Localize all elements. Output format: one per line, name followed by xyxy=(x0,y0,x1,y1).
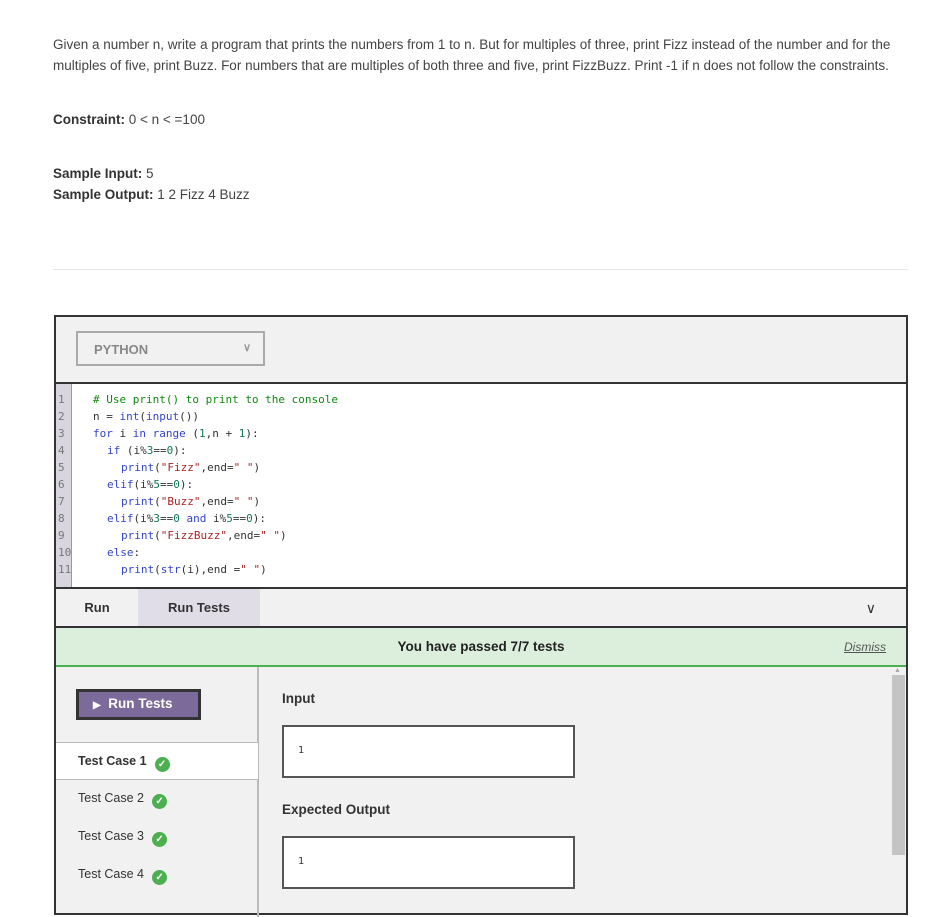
line-number: 3 xyxy=(58,427,65,440)
dismiss-link[interactable]: Dismiss xyxy=(844,640,886,654)
code-line: # Use print() to print to the console xyxy=(93,393,339,406)
expected-output-label: Expected Output xyxy=(282,802,391,817)
sample-input-value: 5 xyxy=(146,166,154,181)
banner-message: You have passed 7/7 tests xyxy=(397,639,565,654)
sample-output-value: 1 2 Fizz 4 Buzz xyxy=(157,187,250,202)
line-number: 9 xyxy=(58,529,65,542)
language-select[interactable] xyxy=(76,331,265,366)
line-number: 4 xyxy=(58,444,65,457)
test-case-2[interactable] xyxy=(56,780,258,818)
code-line: else: xyxy=(107,546,141,559)
divider xyxy=(53,269,908,270)
code-line: if (i%3==0): xyxy=(107,444,187,457)
line-number: 10 xyxy=(58,546,72,559)
line-number: 6 xyxy=(58,478,65,491)
code-line: n = int(input()) xyxy=(93,410,199,423)
test-result-banner xyxy=(56,628,906,667)
input-label: Input xyxy=(282,691,315,706)
code-editor-panel xyxy=(54,315,908,915)
sample-input-label: Sample Input: xyxy=(53,166,143,181)
line-number: 7 xyxy=(58,495,65,508)
line-number: 8 xyxy=(58,512,65,525)
test-case-1[interactable] xyxy=(56,742,258,780)
test-case-label: Test Case 1 xyxy=(78,754,147,768)
code-line: print("Buzz",end=" ") xyxy=(121,495,261,508)
tab-run[interactable]: Run xyxy=(84,600,110,615)
line-number: 1 xyxy=(58,393,65,406)
chevron-down-icon: ∨ xyxy=(242,342,251,354)
scroll-up-arrow[interactable]: ▲ xyxy=(894,667,901,674)
test-case-3[interactable] xyxy=(56,818,258,856)
code-area[interactable] xyxy=(56,384,906,589)
constraint-label: Constraint: xyxy=(53,112,125,127)
code-line: print("Fizz",end=" ") xyxy=(121,461,261,474)
check-circle-icon: ✓ xyxy=(155,757,170,772)
code-line: elif(i%5==0): xyxy=(107,478,194,491)
language-value: PYTHON xyxy=(94,342,149,357)
run-tests-label: Run Tests xyxy=(108,696,173,711)
check-circle-icon: ✓ xyxy=(152,794,167,809)
scrollbar[interactable] xyxy=(892,675,905,855)
test-case-4[interactable] xyxy=(56,856,258,894)
run-tests-button[interactable] xyxy=(76,689,201,720)
check-circle-icon: ✓ xyxy=(152,870,167,885)
check-circle-icon: ✓ xyxy=(152,832,167,847)
problem-description: Given a number n, write a program that prints the numbers from 1 to n. But for multiples of three, print Fizz instead of the number and for the multiples of five, print Buzz. For numbers that are multiples of both three and five, print FizzBuzz. Print -1 if n does not follow the constraints. xyxy=(53,37,891,73)
code-line: print(str(i),end =" ") xyxy=(121,563,267,576)
line-number: 11 xyxy=(58,563,72,576)
constraint-value: 0 < n < =100 xyxy=(128,112,205,127)
tab-run-tests[interactable]: Run Tests xyxy=(138,589,260,626)
line-number: 5 xyxy=(58,461,65,474)
test-case-label: Test Case 4 xyxy=(78,867,145,881)
sample-output-label: Sample Output: xyxy=(53,187,154,202)
expected-output-box: 1 xyxy=(282,836,575,889)
test-case-list xyxy=(56,667,259,917)
test-case-label: Test Case 2 xyxy=(78,791,145,805)
line-number: 2 xyxy=(58,410,65,423)
code-line: for i in range (1,n + 1): xyxy=(93,427,259,440)
code-line: elif(i%3==0 and i%5==0): xyxy=(107,512,266,525)
chevron-down-icon[interactable]: ∨ xyxy=(865,600,876,616)
code-line: print("FizzBuzz",end=" ") xyxy=(121,529,287,542)
test-case-label: Test Case 3 xyxy=(78,829,145,843)
play-icon: ▶ xyxy=(93,700,101,711)
editor-toolbar xyxy=(56,317,906,384)
problem-statement xyxy=(53,34,903,205)
input-box: 1 xyxy=(282,725,575,778)
run-tabs xyxy=(56,589,906,628)
